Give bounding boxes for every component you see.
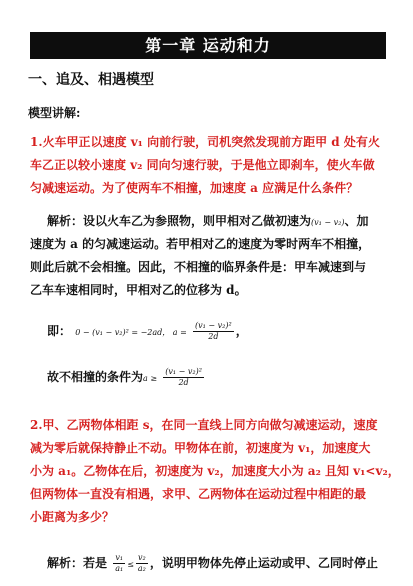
equation-fraction bbox=[193, 321, 234, 342]
problem-1-line: 1.火车甲正以速度 v₁ 向前行驶，司机突然发现前方距甲 d 处有火 bbox=[30, 135, 380, 149]
analysis-1-line bbox=[30, 210, 384, 233]
condition-prefix: 故不相撞的条件为 bbox=[47, 370, 144, 384]
problem-2-line: 小距离为多少？ bbox=[30, 510, 115, 524]
problem-1 bbox=[30, 131, 384, 200]
problem-2-line: 2.甲、乙两物体相距 s，在同一直线上同方向做匀减速运动，速度 bbox=[30, 418, 378, 432]
relative-velocity-expr: (v₁ − v₂) bbox=[311, 218, 345, 227]
problem-1-line: 匀减速运动。为了使两车不相撞，加速度 a 应满足什么条件？ bbox=[30, 181, 359, 195]
equation-left: 0 − (v₁ − v₂)² = −2ad， a = bbox=[75, 328, 187, 337]
problem-2-line: 但两物体一直没有相遇，求甲、乙两物体在运动过程中相距的最 bbox=[30, 487, 367, 501]
problem-2 bbox=[30, 414, 400, 529]
analysis-1-text: 、加 bbox=[344, 214, 369, 228]
analysis-2-suffix: ，说明甲物体先停止运动或甲、乙同时停止 bbox=[149, 556, 378, 570]
problem-2-line: 小为 a₁。乙物体在后，初速度为 v₂，加速度大小为 a₂ 且知 v₁<v₂， bbox=[30, 464, 400, 478]
analysis-1-line: 乙车车速相同时，甲相对乙的位移为 d。 bbox=[30, 283, 247, 297]
chapter-title-bar: 第一章 运动和力 bbox=[30, 32, 386, 59]
analysis-2-prefix: 解析：若是 bbox=[47, 556, 108, 570]
fraction-denominator: 2d bbox=[208, 332, 219, 341]
analysis-1-line: 速度为 a 的匀减速运动。若甲相对乙的速度为零时两车不相撞， bbox=[30, 237, 371, 251]
analysis-1-line: 则此后就不会相撞。因此，不相撞的临界条件是：甲车减速到与 bbox=[30, 260, 367, 274]
equation-1 bbox=[30, 316, 401, 346]
equation-prefix: 即： bbox=[47, 324, 72, 338]
fraction-denominator: 2d bbox=[178, 378, 189, 387]
fraction-numerator: v₁ bbox=[113, 553, 125, 564]
time-fraction-1 bbox=[113, 553, 125, 574]
fraction-numerator: (v₁ − v₂)² bbox=[195, 321, 232, 330]
comparison-operator: ≤ bbox=[127, 560, 134, 569]
analysis-1 bbox=[30, 210, 384, 302]
fraction-numerator: v₂ bbox=[136, 553, 148, 564]
analysis-2 bbox=[30, 548, 401, 578]
fraction-numerator: (v₁ − v₂)² bbox=[165, 367, 202, 376]
condition-expr: a ≥ bbox=[143, 374, 158, 383]
time-fraction-2 bbox=[136, 553, 148, 574]
condition-fraction bbox=[163, 367, 204, 388]
fraction-denominator: a₂ bbox=[137, 564, 146, 573]
fraction-denominator: a₁ bbox=[115, 564, 124, 573]
condition-1 bbox=[30, 362, 401, 392]
section-heading: 一、追及、相遇模型 bbox=[28, 72, 154, 88]
equation-suffix: ， bbox=[235, 324, 248, 338]
problem-1-line: 车乙正以较小速度 v₂ 同向匀速行驶，于是他立即刹车，使火车做 bbox=[30, 158, 375, 172]
analysis-1-text: 解析：设以火车乙为参照物，则甲相对乙做初速为 bbox=[47, 214, 312, 228]
model-explanation-label: 模型讲解: bbox=[28, 106, 81, 120]
problem-2-line: 减为零后就保持静止不动。甲物体在前，初速度为 v₁，加速度大 bbox=[30, 441, 371, 455]
